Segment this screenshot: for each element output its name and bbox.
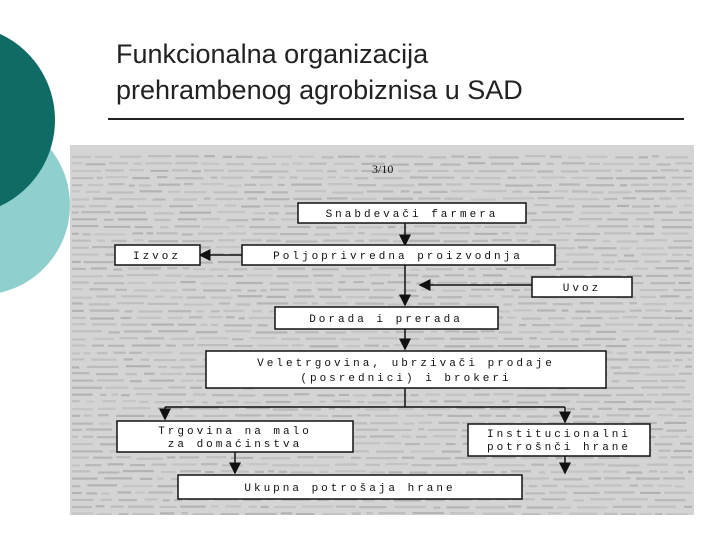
- flowchart: [70, 145, 694, 515]
- label-institucionalni-2: potrošnči hrane: [486, 442, 632, 454]
- label-snabdevaci: Snabdevači farmera: [325, 209, 499, 221]
- label-veletrgovina-2: (posrednici) i brokeri: [300, 373, 512, 385]
- label-uvoz: Uvoz: [562, 283, 602, 295]
- title-line-1: Funkcionalna organizacija: [116, 39, 429, 69]
- title-divider: [108, 118, 684, 120]
- slide-title: [116, 36, 696, 108]
- label-izvoz: Izvoz: [132, 251, 182, 263]
- label-trgovina-1: Trgovina na malo: [158, 426, 312, 438]
- label-trgovina-2: za domaćinstva: [167, 439, 303, 451]
- scanned-figure: [70, 145, 694, 515]
- title-line-2: prehrambenog agrobiznisa u SAD: [116, 75, 523, 105]
- label-ukupna: Ukupna potrošaja hrane: [244, 483, 456, 495]
- label-veletrgovina-1: Veletrgovina, ubrzivači prodaje: [257, 358, 555, 370]
- label-poljoprivredna: Poljoprivredna proizvodnja: [273, 251, 523, 263]
- label-dorada: Dorada i prerada: [309, 314, 463, 326]
- label-institucionalni-1: Institucionalni: [486, 429, 632, 441]
- page-number: 3/10: [372, 162, 394, 176]
